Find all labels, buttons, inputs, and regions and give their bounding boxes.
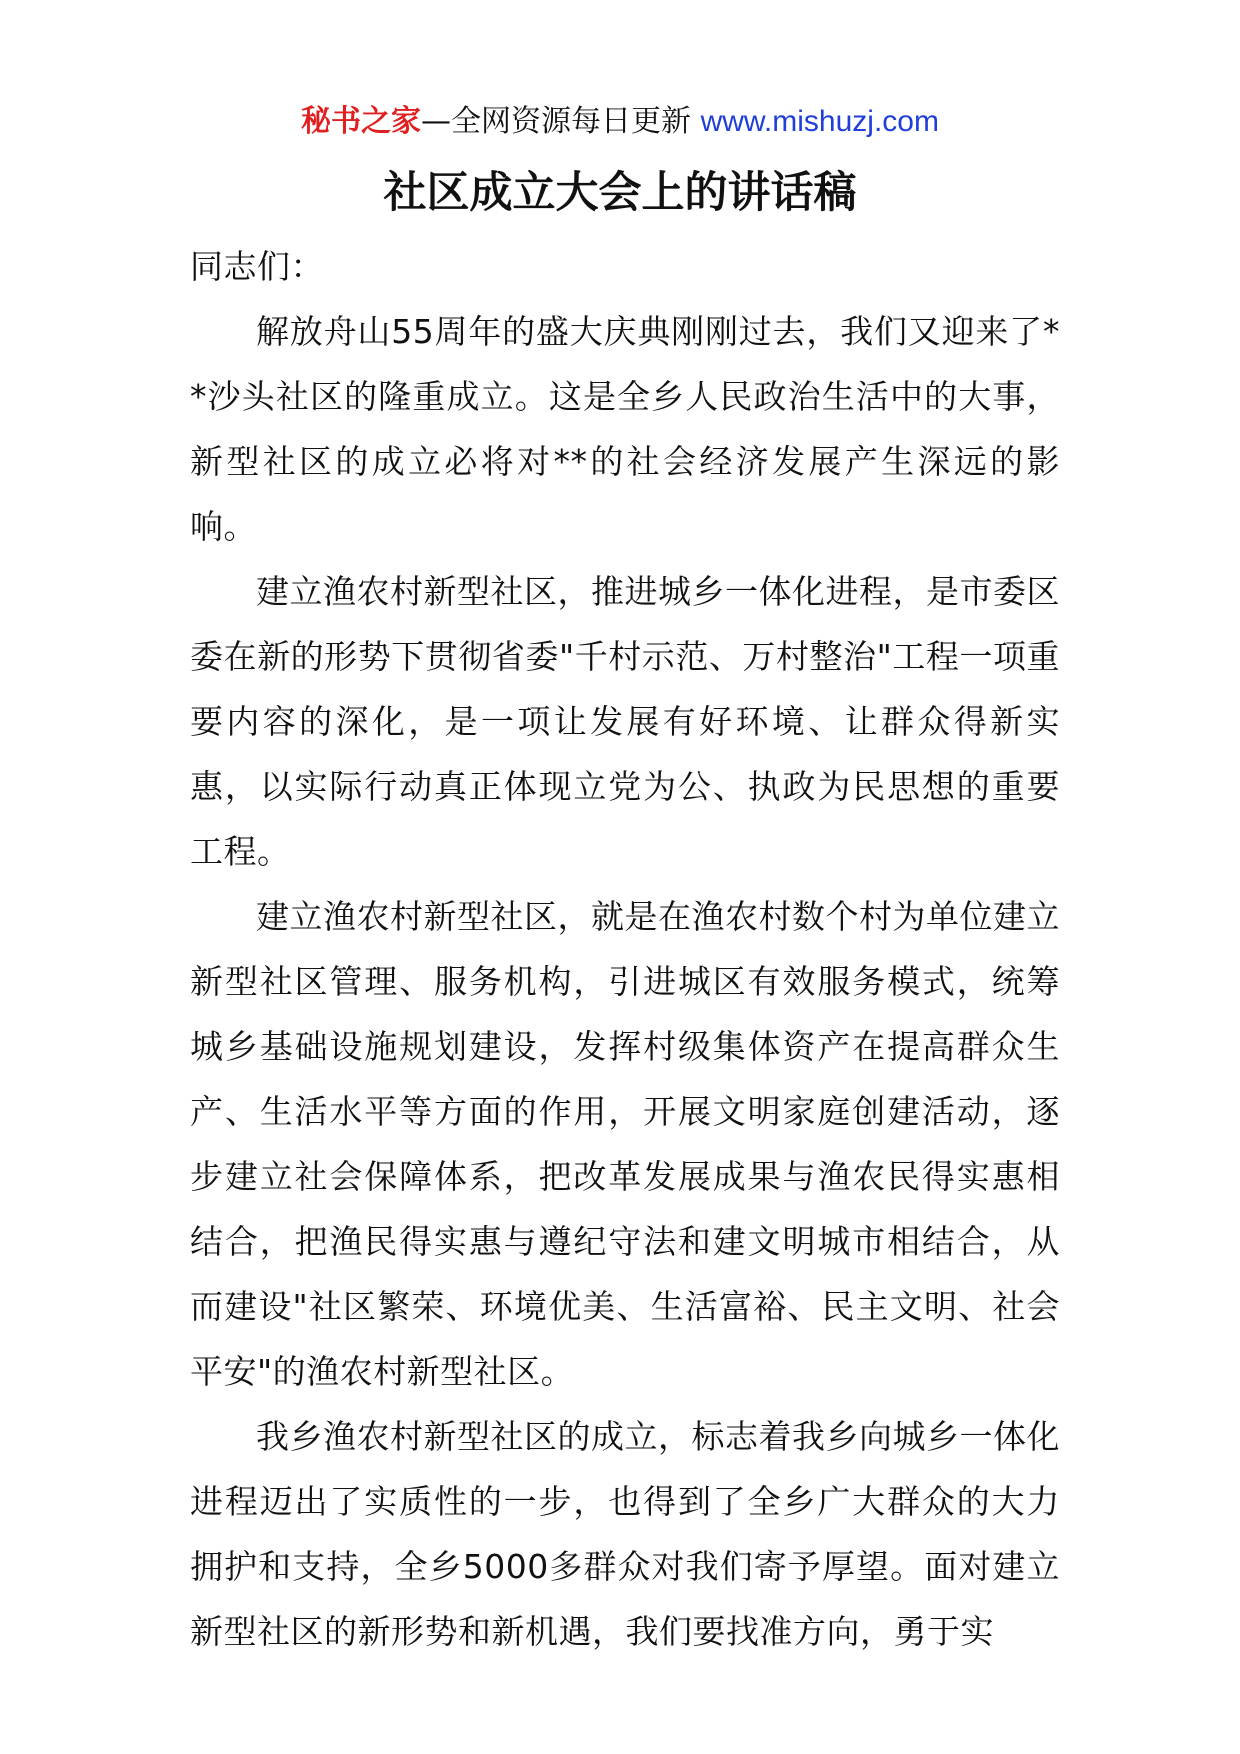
brand-name: 秘书之家 — [301, 104, 422, 139]
site-header — [0, 100, 1240, 144]
document-body — [190, 234, 1060, 1664]
document-title: 社区成立大会上的讲话稿 — [383, 168, 857, 218]
paragraph-3: 建立渔农村新型社区，就是在渔农村数个村为单位建立新型社区管理、服务机构，引进城区有效服务模式，统筹城乡基础设施规划建设，发挥村级集体资产在提高群众生产、生活水平等方面的作用，开展文明家庭创建活动，逐步建立社会保障体系，把改革发展成果与渔农民得实惠相结合，把渔民得实惠与遵纪守法和建文明城市相结合，从而建设"社区繁荣、环境优美、生活富裕、民主文明、社会平安"的渔农村新型社区。 — [190, 897, 1060, 1391]
salutation: 同志们： — [190, 247, 324, 286]
paragraph-1: 解放舟山55周年的盛大庆典刚刚过去，我们又迎来了**沙头社区的隆重成立。这是全乡人民政治生活中的大事，新型社区的成立必将对**的社会经济发展产生深远的影响。 — [190, 312, 1060, 546]
site-url-link[interactable]: www.mishuzj.com — [700, 105, 939, 138]
site-slogan: —全网资源每日更新 — [421, 104, 692, 139]
paragraph-2: 建立渔农村新型社区，推进城乡一体化进程，是市委区委在新的形势下贯彻省委"千村示范、万村整治"工程一项重要内容的深化，是一项让发展有好环境、让群众得新实惠，以实际行动真正体现立党为公、执政为民思想的重要工程。 — [190, 572, 1060, 871]
paragraph-4: 我乡渔农村新型社区的成立，标志着我乡向城乡一体化进程迈出了实质性的一步，也得到了全乡广大群众的大力拥护和支持，全乡5000多群众对我们寄予厚望。面对建立新型社区的新形势和新机遇，我们要找准方向，勇于实 — [190, 1417, 1060, 1651]
